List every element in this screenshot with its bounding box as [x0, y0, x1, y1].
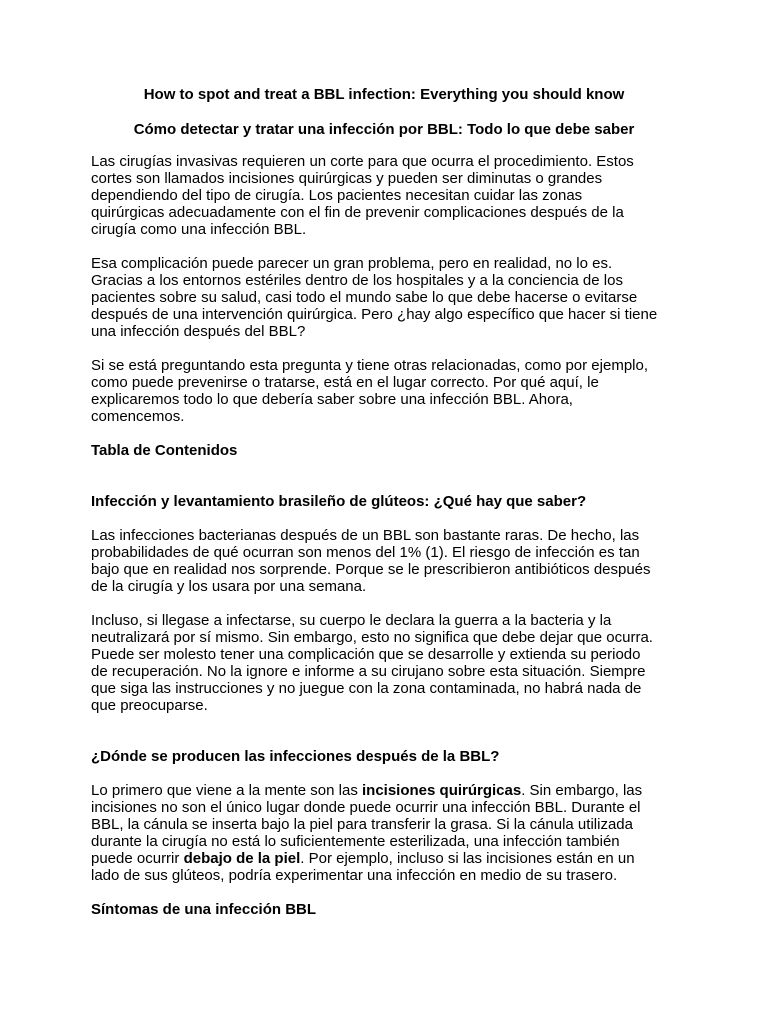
paragraph-bacterial-infections	[91, 527, 691, 595]
text-line: como puede prevenirse o tratarse, está en el lugar correcto. Por qué aquí, le	[91, 374, 599, 391]
text-line: explicaremos todo lo que debería saber sobre una infección BBL. Ahora,	[91, 391, 573, 408]
heading-table-of-contents: Tabla de Contenidos	[91, 442, 238, 459]
text-line: durante la cirugía no está lo suficientemente esterilizada, una infección también	[91, 833, 620, 850]
paragraph-intro	[91, 153, 691, 238]
paragraph-question	[91, 357, 691, 425]
paragraph-complication	[91, 255, 691, 340]
document-body	[91, 153, 691, 918]
text-line: Si se está preguntando esta pregunta y tiene otras relacionadas, como por ejemplo,	[91, 357, 649, 374]
text-line: Puede ser molesto tener una complicación que se desarrolle y extienda su periodo	[91, 646, 641, 663]
text-line: cortes son llamados incisiones quirúrgicas y pueden ser diminutas o grandes	[91, 170, 603, 187]
heading-symptoms: Síntomas de una infección BBL	[91, 901, 317, 918]
text-line: cirugía como una infección BBL.	[91, 221, 307, 238]
text-line: probabilidades de qué ocurran son menos del 1% (1). El riesgo de infección es tan	[91, 544, 640, 561]
text-line: Incluso, si llegase a infectarse, su cuerpo le declara la guerra a la bacteria y la	[91, 612, 612, 629]
text-line: que siga las instrucciones y no juegue con la zona contaminada, no habrá nada de	[91, 680, 642, 697]
text-line: lado de sus glúteos, podría experimentar una infección en medio de su trasero.	[91, 867, 618, 884]
text-line: Esa complicación puede parecer un gran problema, pero en realidad, no lo es.	[91, 255, 613, 272]
text-line: quirúrgicas adecuadamente con el fin de prevenir complicaciones después de la	[91, 204, 624, 221]
text-line: después de una intervención quirúrgica. Pero ¿hay algo específico que hacer si tiene	[91, 306, 658, 323]
text-line: de la cirugía y los usara por una semana.	[91, 578, 367, 595]
bold-phrase-surgical-incisions: incisiones quirúrgicas	[362, 782, 522, 799]
document-title-english: How to spot and treat a BBL infection: Everything you should know	[143, 86, 625, 103]
text-line: de recuperación. No la ignore e informe a su cirujano sobre esta situación. Siempre	[91, 663, 646, 680]
text-line: Las cirugías invasivas requieren un corte para que ocurra el procedimiento. Estos	[91, 153, 634, 170]
text-line: BBL, la cánula se inserta bajo la piel para transferir la grasa. Si la cánula utilizada	[91, 816, 633, 833]
text-line: incisiones no son el único lugar donde puede ocurrir una infección BBL. Durante el	[91, 799, 641, 816]
text-line: neutralizará por sí mismo. Sin embargo, esto no significa que debe dejar que ocurra.	[91, 629, 653, 646]
bold-phrase-under-skin: debajo de la piel	[183, 850, 301, 867]
text-run: . Sin embargo, las	[521, 782, 643, 799]
paragraph-body-response	[91, 612, 691, 714]
text-line: Gracias a los entornos estériles dentro de los hospitales y a la conciencia de los	[91, 272, 623, 289]
text-line: Las infecciones bacterianas después de un BBL son bastante raras. De hecho, las	[91, 527, 640, 544]
text-line: que preocuparse.	[91, 697, 208, 714]
text-run: Lo primero que viene a la mente son las	[91, 782, 362, 799]
text-run: puede ocurrir	[91, 850, 184, 867]
text-line: comencemos.	[91, 408, 185, 425]
text-line: una infección después del BBL?	[91, 323, 306, 340]
text-line: bajo que en realidad nos sorprende. Porque se le prescribieron antibióticos después	[91, 561, 651, 578]
text-line: dependiendo del tipo de cirugía. Los pacientes necesitan cuidar las zonas	[91, 187, 583, 204]
paragraph-infection-locations	[91, 782, 691, 884]
document-title-spanish: Cómo detectar y tratar una infección por BBL: Todo lo que debe saber	[133, 121, 635, 138]
text-run: . Por ejemplo, incluso si las incisiones están en un	[300, 850, 635, 867]
heading-where-infections-occur: ¿Dónde se producen las infecciones después de la BBL?	[91, 748, 500, 765]
text-line: pacientes sobre su salud, casi todo el mundo sabe lo que debe hacerse o evitarse	[91, 289, 638, 306]
heading-infection-and-bbl: Infección y levantamiento brasileño de glúteos: ¿Qué hay que saber?	[91, 493, 587, 510]
